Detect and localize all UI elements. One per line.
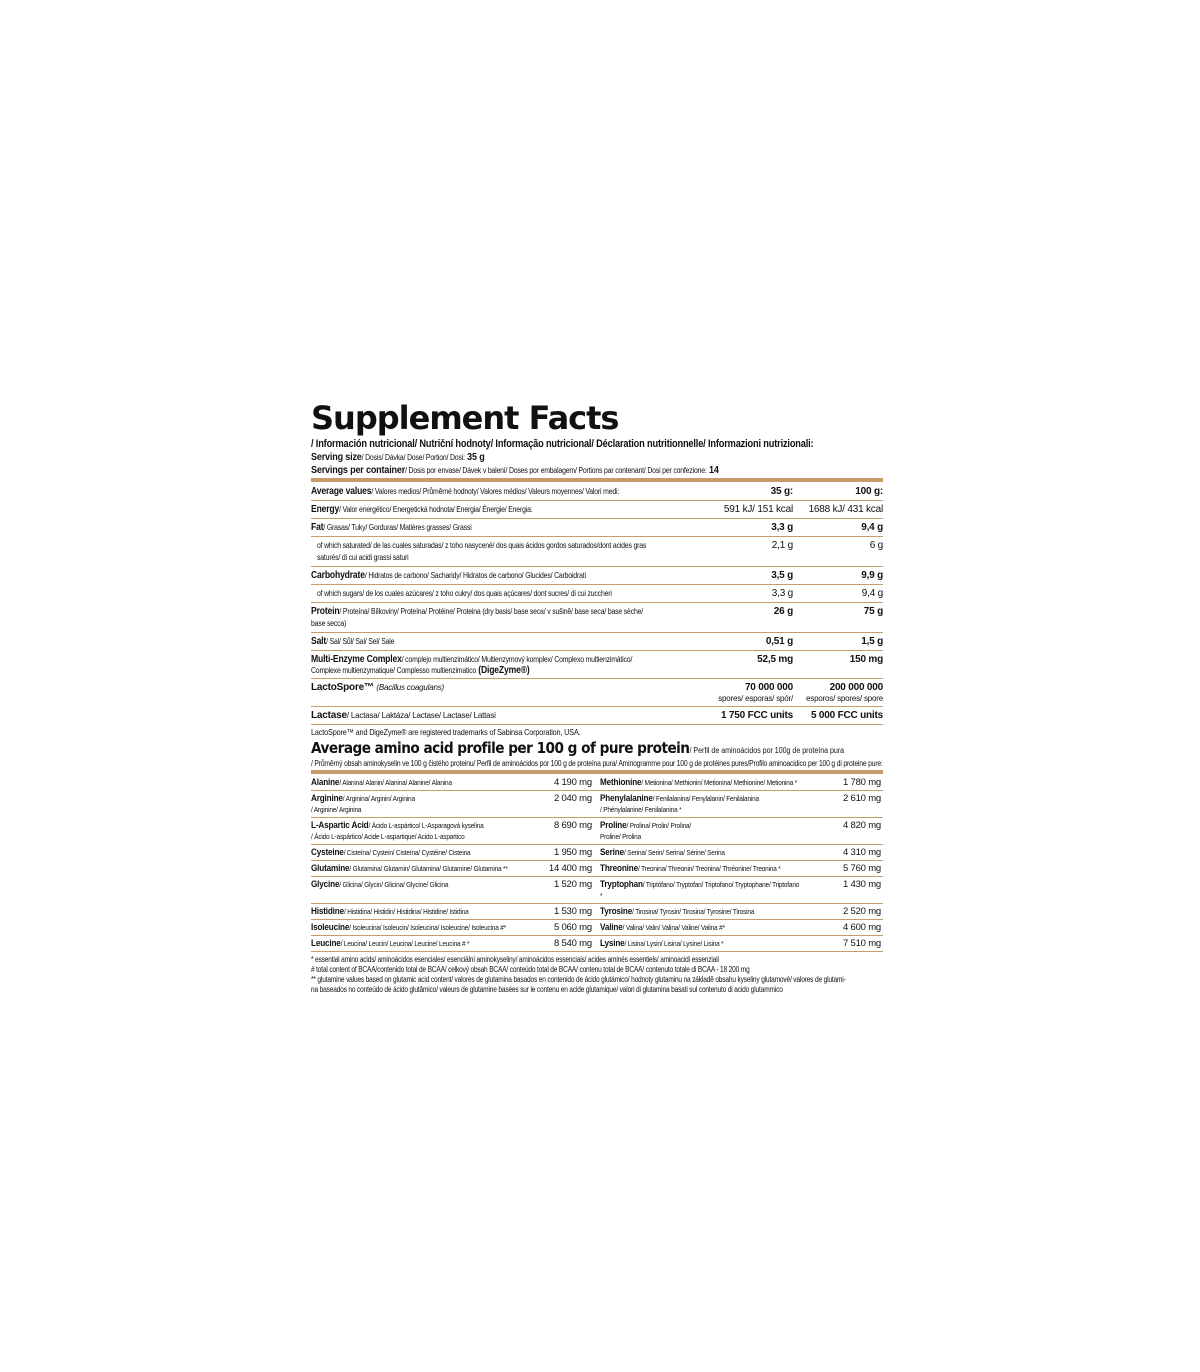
footnote: na baseados no conteúdo de ácido glutâmico/ valeurs de glutamine basées sur le contenu en acide glutamique/ valori di glutamina basati sul contenuto di acido glutammico	[311, 985, 783, 994]
amino-translations-2: / Ácido L-aspártico/ Acide L-aspartique/ Acido L-aspartico	[311, 832, 465, 841]
amino-value: 14 400 mg	[544, 861, 594, 877]
amino-name-cell	[311, 818, 544, 845]
amino-name-cell	[600, 845, 833, 861]
supplement-facts-label	[311, 398, 883, 995]
label-subtitle: / Información nutricional/ Nutriční hodnoty/ Informação nutricional/ Déclaration nutritionnelle/ Informazioni nutrizionali:	[311, 438, 814, 450]
nutrition-row	[311, 537, 883, 567]
amino-acid-name: Glycine	[311, 879, 340, 890]
amino-acid-name: Leucine	[311, 938, 341, 949]
amino-value: 4 820 mg	[833, 818, 883, 845]
nutrient-translations: / de las cuales saturadas/ z toho nasycené/ dos quais ácidos gordos saturados/dont acides gras saturés/ di cui acidi grassi saturi	[317, 541, 647, 562]
amino-translations: / Glicina/ Glycin/ Glicina/ Glycine/ Glicina	[339, 880, 449, 889]
amino-name-cell	[311, 861, 544, 877]
amino-translations: / Fenilalanina/ Fenylalanin/ Fenilalanina	[652, 794, 759, 803]
amino-translations: / Prolina/ Prolin/ Prolina/	[626, 821, 691, 830]
amino-row	[311, 845, 883, 861]
footnote: ** glutamine values based on glutamic acid content/ valores de glutamina basados en contenido de ácido glutámico/ hodnoty glutaminu na základě obsahu kyseliny glutamové/ valores de glutami-	[311, 975, 846, 984]
amino-acid-name: Histidine	[311, 906, 344, 917]
amino-rows	[311, 775, 883, 952]
amino-acid-name: Cysteine	[311, 847, 344, 858]
amino-value: 2 520 mg	[833, 904, 883, 920]
amino-translations: / Serina/ Serin/ Serina/ Sérine/ Serina	[623, 848, 725, 857]
amino-acid-name: Tryptophan	[599, 879, 643, 890]
amino-value: 2 610 mg	[833, 791, 883, 818]
nutrition-row	[311, 633, 883, 651]
amino-name-cell	[600, 877, 833, 904]
amino-acid-name: Methionine	[599, 777, 642, 788]
nutrient-name: of which saturated	[317, 541, 370, 550]
amino-name-cell	[600, 861, 833, 877]
enzyme-row: Multi-Enzyme Complex/ complejo multienzimático/ Multienzymový komplex/ Complexo multienzimático/ Complexe multienzymatique/ Complesso multienzimatico (DigeZyme®) 52,5 mg 150 mg	[311, 651, 883, 679]
amino-name-cell	[311, 936, 544, 952]
value-per-100g: 9,4 g	[793, 585, 883, 603]
amino-row	[311, 877, 883, 904]
amino-translations: / Leucina/ Leucin/ Leucina/ Leucine/ Leucina # *	[340, 939, 470, 948]
amino-value: 1 530 mg	[544, 904, 594, 920]
trademark-note: LactoSpore™ and DigeZyme® are registered trademarks of Sabinsa Corporation, USA.	[311, 727, 581, 737]
amino-subtitle: / Průměrný obsah aminokyselin ve 100 g čistého proteinu/ Perfil de aminoácidos por 100 g de proteína pura/ Aminogramme pour 100 g de protéines pures/Profilo aminoacidico per 100 g di proteine pure:	[311, 759, 883, 768]
value-per-100g: 1688 kJ/ 431 kcal	[793, 501, 883, 519]
value-per-serving: 26 g	[701, 603, 793, 633]
lactase-row: Lactase/ Lactasa/ Laktáza/ Lactase/ Lactase/ Lattasi 1 750 FCC units 5 000 FCC units	[311, 707, 883, 725]
amino-name-cell	[600, 904, 833, 920]
nutrition-row	[311, 519, 883, 537]
amino-row	[311, 775, 883, 791]
amino-row	[311, 904, 883, 920]
amino-name-cell	[311, 920, 544, 936]
amino-acid-name: Serine	[599, 847, 624, 858]
amino-acid-name: Tyrosine	[599, 906, 632, 917]
nutrient-translations: / Sal/ Sůl/ Sal/ Sel/ Sale	[326, 637, 395, 646]
amino-row	[311, 791, 883, 818]
amino-acid-name: Alanine	[311, 777, 340, 788]
amino-value: 1 950 mg	[544, 845, 594, 861]
amino-translations: / Tirosina/ Tyrosin/ Tirosina/ Tyrosine/ Tirosina	[631, 907, 755, 916]
amino-name-cell	[600, 936, 833, 952]
nutrition-row	[311, 585, 883, 603]
amino-translations: / Alanina/ Alanin/ Alanina/ Alanine/ Alanina	[339, 778, 452, 787]
value-per-serving: 3,3 g	[701, 585, 793, 603]
label-title: Supplement Facts	[311, 399, 619, 437]
amino-translations: / Glutamina/ Glutamin/ Glutamina/ Glutamine/ Glutamina **	[349, 864, 508, 873]
amino-translations-2: Proline/ Prolina	[599, 832, 641, 841]
amino-value: 2 040 mg	[544, 791, 594, 818]
amino-name-cell	[600, 791, 833, 818]
value-per-100g: 75 g	[793, 603, 883, 633]
footnote: * essential amino acids/ aminoácidos esenciales/ esenciální aminokyseliny/ aminoácidos essenciais/ acides aminés essentiels/ aminoacidi essenziali	[311, 955, 719, 964]
amino-translations: / Histidina/ Histidin/ Histidina/ Histidine/ Istidina	[343, 907, 469, 916]
nutrition-rows	[311, 501, 883, 651]
amino-acid-name: L-Aspartic Acid	[311, 820, 369, 831]
amino-acid-name: Glutamine	[311, 863, 350, 874]
value-per-serving: 3,5 g	[701, 567, 793, 585]
amino-row	[311, 920, 883, 936]
serving-size: Serving size/ Dosis/ Dávka/ Dose/ Portion/ Dosi: 35 g	[311, 451, 485, 463]
amino-value: 1 520 mg	[544, 877, 594, 904]
value-per-serving: 591 kJ/ 151 kcal	[701, 501, 793, 519]
amino-acid-name: Isoleucine	[311, 922, 350, 933]
nutrition-row	[311, 603, 883, 633]
nutrient-name: of which sugars	[317, 589, 363, 598]
amino-translations: / Lisina/ Lysin/ Lisina/ Lysine/ Lisina *	[624, 939, 724, 948]
footnotes	[311, 955, 883, 995]
amino-value: 4 190 mg	[544, 775, 594, 791]
amino-acid-name: Threonine	[599, 863, 638, 874]
nutrient-name: Salt	[311, 636, 327, 647]
amino-translations: / Valina/ Valin/ Valina/ Valine/ Valina #*	[622, 923, 725, 932]
amino-acid-name: Phenylalanine	[599, 793, 653, 804]
amino-acid-name: Lysine	[599, 938, 625, 949]
value-per-100g: 9,4 g	[793, 519, 883, 537]
value-per-serving: 2,1 g	[701, 537, 793, 567]
servings-per-container: Servings per container/ Dosis por envase/ Dávek v balení/ Doses por embalagem/ Portions par contenant/ Dosi per confezione: 14	[311, 464, 719, 476]
value-per-serving: 3,3 g	[701, 519, 793, 537]
nutrition-row	[311, 501, 883, 519]
amino-name-cell	[311, 904, 544, 920]
amino-acid-name: Valine	[599, 922, 623, 933]
amino-row	[311, 861, 883, 877]
amino-value: 7 510 mg	[833, 936, 883, 952]
amino-translations-2: / Arginine/ Arginina	[311, 805, 362, 814]
nutrient-translations: / Hidratos de carbono/ Sacharidy/ Hidratos de carbono/ Glucides/ Carboidrati	[364, 571, 586, 580]
nutrient-name: Fat	[311, 522, 324, 533]
nutrient-name: Carbohydrate	[311, 570, 365, 581]
nutrient-name: Energy	[311, 504, 340, 515]
value-per-100g: 9,9 g	[793, 567, 883, 585]
nutrient-translations: / Grasas/ Tuky/ Gorduras/ Matières grasses/ Grassi	[323, 523, 472, 532]
amino-name-cell	[311, 845, 544, 861]
footnote: # total content of BCAA/contenido total de BCAA/ celkový obsah BCAA/ conteúdo total de BCAA/ contenu total de BCAA/ contenuto totale di BCAA - 18 200 mg	[311, 965, 750, 974]
amino-row	[311, 818, 883, 845]
amino-translations: / Metionina/ Methionin/ Metionina/ Methionine/ Metionina *	[641, 778, 797, 787]
amino-value: 5 760 mg	[833, 861, 883, 877]
amino-translations: / Ácido L-aspártico/ L-Asparagová kyselina	[368, 821, 484, 830]
nutrient-translations: / Proteína/ Bílkoviny/ Proteína/ Protéine/ Proteina (dry basis/ base seca/ v sušině/ base seca/ base sèche/ base secca)	[311, 607, 644, 628]
nutrient-translations: / de los cuales azúcares/ z toho cukry/ dos quais açúcares/ dont sucres/ di cui zuccheri	[362, 589, 612, 598]
amino-translations-2: / Phénylalanine/ Fenilalanina *	[599, 805, 682, 814]
amino-name-cell	[600, 818, 833, 845]
amino-acid-name: Arginine	[311, 793, 343, 804]
nutrition-table	[311, 483, 883, 725]
value-per-100g: 6 g	[793, 537, 883, 567]
amino-value: 8 540 mg	[544, 936, 594, 952]
lactospore-row: LactoSpore™ (Bacillus coagulans) 70 000 000 spores/ esporas/ spór/ 200 000 000 esporos/ spores/ spore	[311, 679, 883, 707]
amino-translations: / Isoleucina/ Isoleucin/ Isoleucina/ Isoleucine/ Isoleucina #*	[349, 923, 507, 932]
amino-value: 4 600 mg	[833, 920, 883, 936]
divider-thick-amino	[311, 770, 883, 774]
amino-table	[311, 775, 883, 952]
amino-title: Average amino acid profile per 100 g of pure protein/ Perfil de aminoácidos por 100g de proteína pura	[311, 739, 845, 757]
amino-name-cell	[600, 775, 833, 791]
amino-translations: / Arginina/ Arginin/ Arginina	[342, 794, 415, 803]
amino-translations: / Triptófano/ Tryptofan/ Triptofano/ Tryptophane/ Triptofano *	[599, 880, 800, 900]
nutrient-name: Protein	[311, 606, 340, 617]
amino-acid-name: Proline	[599, 820, 627, 831]
value-per-serving: 0,51 g	[701, 633, 793, 651]
nutrient-translations: / Valor energético/ Energetická hodnota/ Energia/ Énergie/ Energia:	[339, 505, 533, 514]
amino-translations: / Cisteína/ Cystein/ Cisteína/ Cystéine/ Cisteina	[343, 848, 471, 857]
amino-value: 1 430 mg	[833, 877, 883, 904]
divider-thick	[311, 478, 883, 482]
nutrition-row	[311, 567, 883, 585]
amino-row	[311, 936, 883, 952]
amino-value: 1 780 mg	[833, 775, 883, 791]
amino-name-cell	[311, 877, 544, 904]
nutrition-header-row: Average values/ Valores medios/ Průměrné hodnoty/ Valores médios/ Valeurs moyennes/ Valori medi: 35 g: 100 g:	[311, 483, 883, 501]
amino-name-cell	[311, 775, 544, 791]
amino-name-cell	[311, 791, 544, 818]
amino-value: 4 310 mg	[833, 845, 883, 861]
amino-value: 5 060 mg	[544, 920, 594, 936]
amino-name-cell	[600, 920, 833, 936]
amino-value: 8 690 mg	[544, 818, 594, 845]
amino-translations: / Treonina/ Threonin/ Treonina/ Thréonine/ Treonina *	[637, 864, 781, 873]
value-per-100g: 1,5 g	[793, 633, 883, 651]
